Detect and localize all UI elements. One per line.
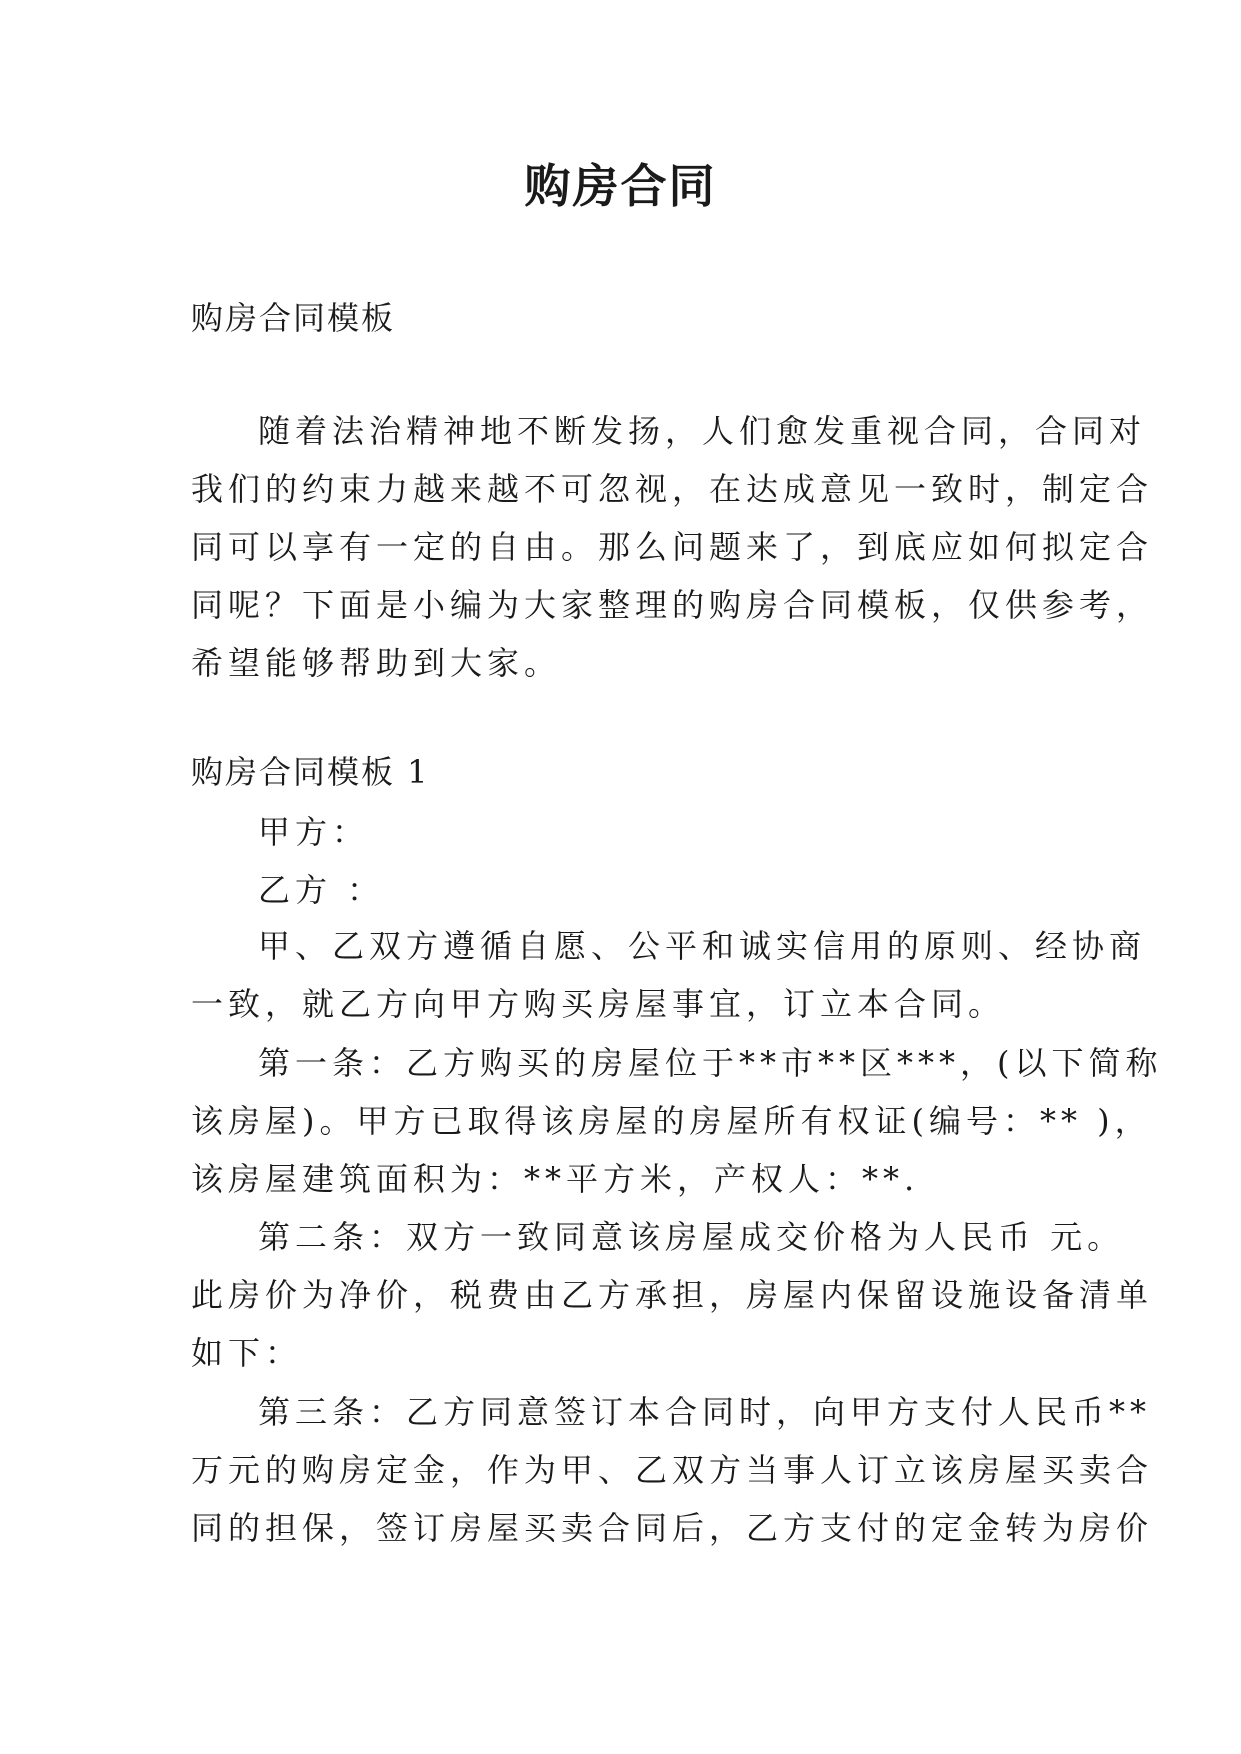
- intro-line: 希望能够帮助到大家。: [191, 644, 562, 682]
- article-3-paragraph: [191, 1383, 1154, 1557]
- document-subtitle: 购房合同模板: [191, 299, 396, 337]
- preamble-line: 甲、乙双方遵循自愿、公平和诚实信用的原则、经协商: [258, 927, 1147, 965]
- article-2-paragraph: [191, 1208, 1154, 1382]
- intro-line: 同呢？下面是小编为大家整理的购房合同模板，仅供参考，: [191, 586, 1154, 624]
- preamble-paragraph: [191, 917, 1147, 1033]
- article-line: 同的担保，签订房屋买卖合同后，乙方支付的定金转为房价: [191, 1509, 1154, 1547]
- intro-paragraph: [191, 402, 1154, 692]
- intro-line: 随着法治精神地不断发扬，人们愈发重视合同，合同对: [258, 412, 1147, 450]
- article-line: 此房价为净价，税费由乙方承担，房屋内保留设施设备清单: [191, 1276, 1154, 1314]
- article-line: 该房屋建筑面积为：**平方米，产权人：**.: [191, 1160, 920, 1198]
- article-1-paragraph: [191, 1034, 1163, 1208]
- intro-line: 我们的约束力越来越不可忽视，在达成意见一致时，制定合: [191, 470, 1154, 508]
- document-title: 购房合同: [524, 159, 717, 213]
- article-line: 第一条：乙方购买的房屋位于**市**区***，(以下简称: [258, 1044, 1163, 1082]
- article-line: 如下：: [191, 1334, 303, 1372]
- party-b-label: 乙方 ：: [258, 871, 385, 909]
- article-line: 第二条：双方一致同意该房屋成交价格为人民币 元。: [258, 1218, 1125, 1256]
- template-heading: 购房合同模板 1: [191, 753, 430, 791]
- intro-line: 同可以享有一定的自由。那么问题来了，到底应如何拟定合: [191, 528, 1154, 566]
- preamble-line: 一致，就乙方向甲方购买房屋事宜，订立本合同。: [191, 985, 1006, 1023]
- article-line: 第三条：乙方同意签订本合同时，向甲方支付人民币**: [258, 1393, 1152, 1431]
- article-line: 该房屋)。甲方已取得该房屋的房屋所有权证(编号：** )，: [191, 1102, 1152, 1140]
- party-a-label: 甲方：: [258, 813, 370, 851]
- article-line: 万元的购房定金，作为甲、乙双方当事人订立该房屋买卖合: [191, 1451, 1154, 1489]
